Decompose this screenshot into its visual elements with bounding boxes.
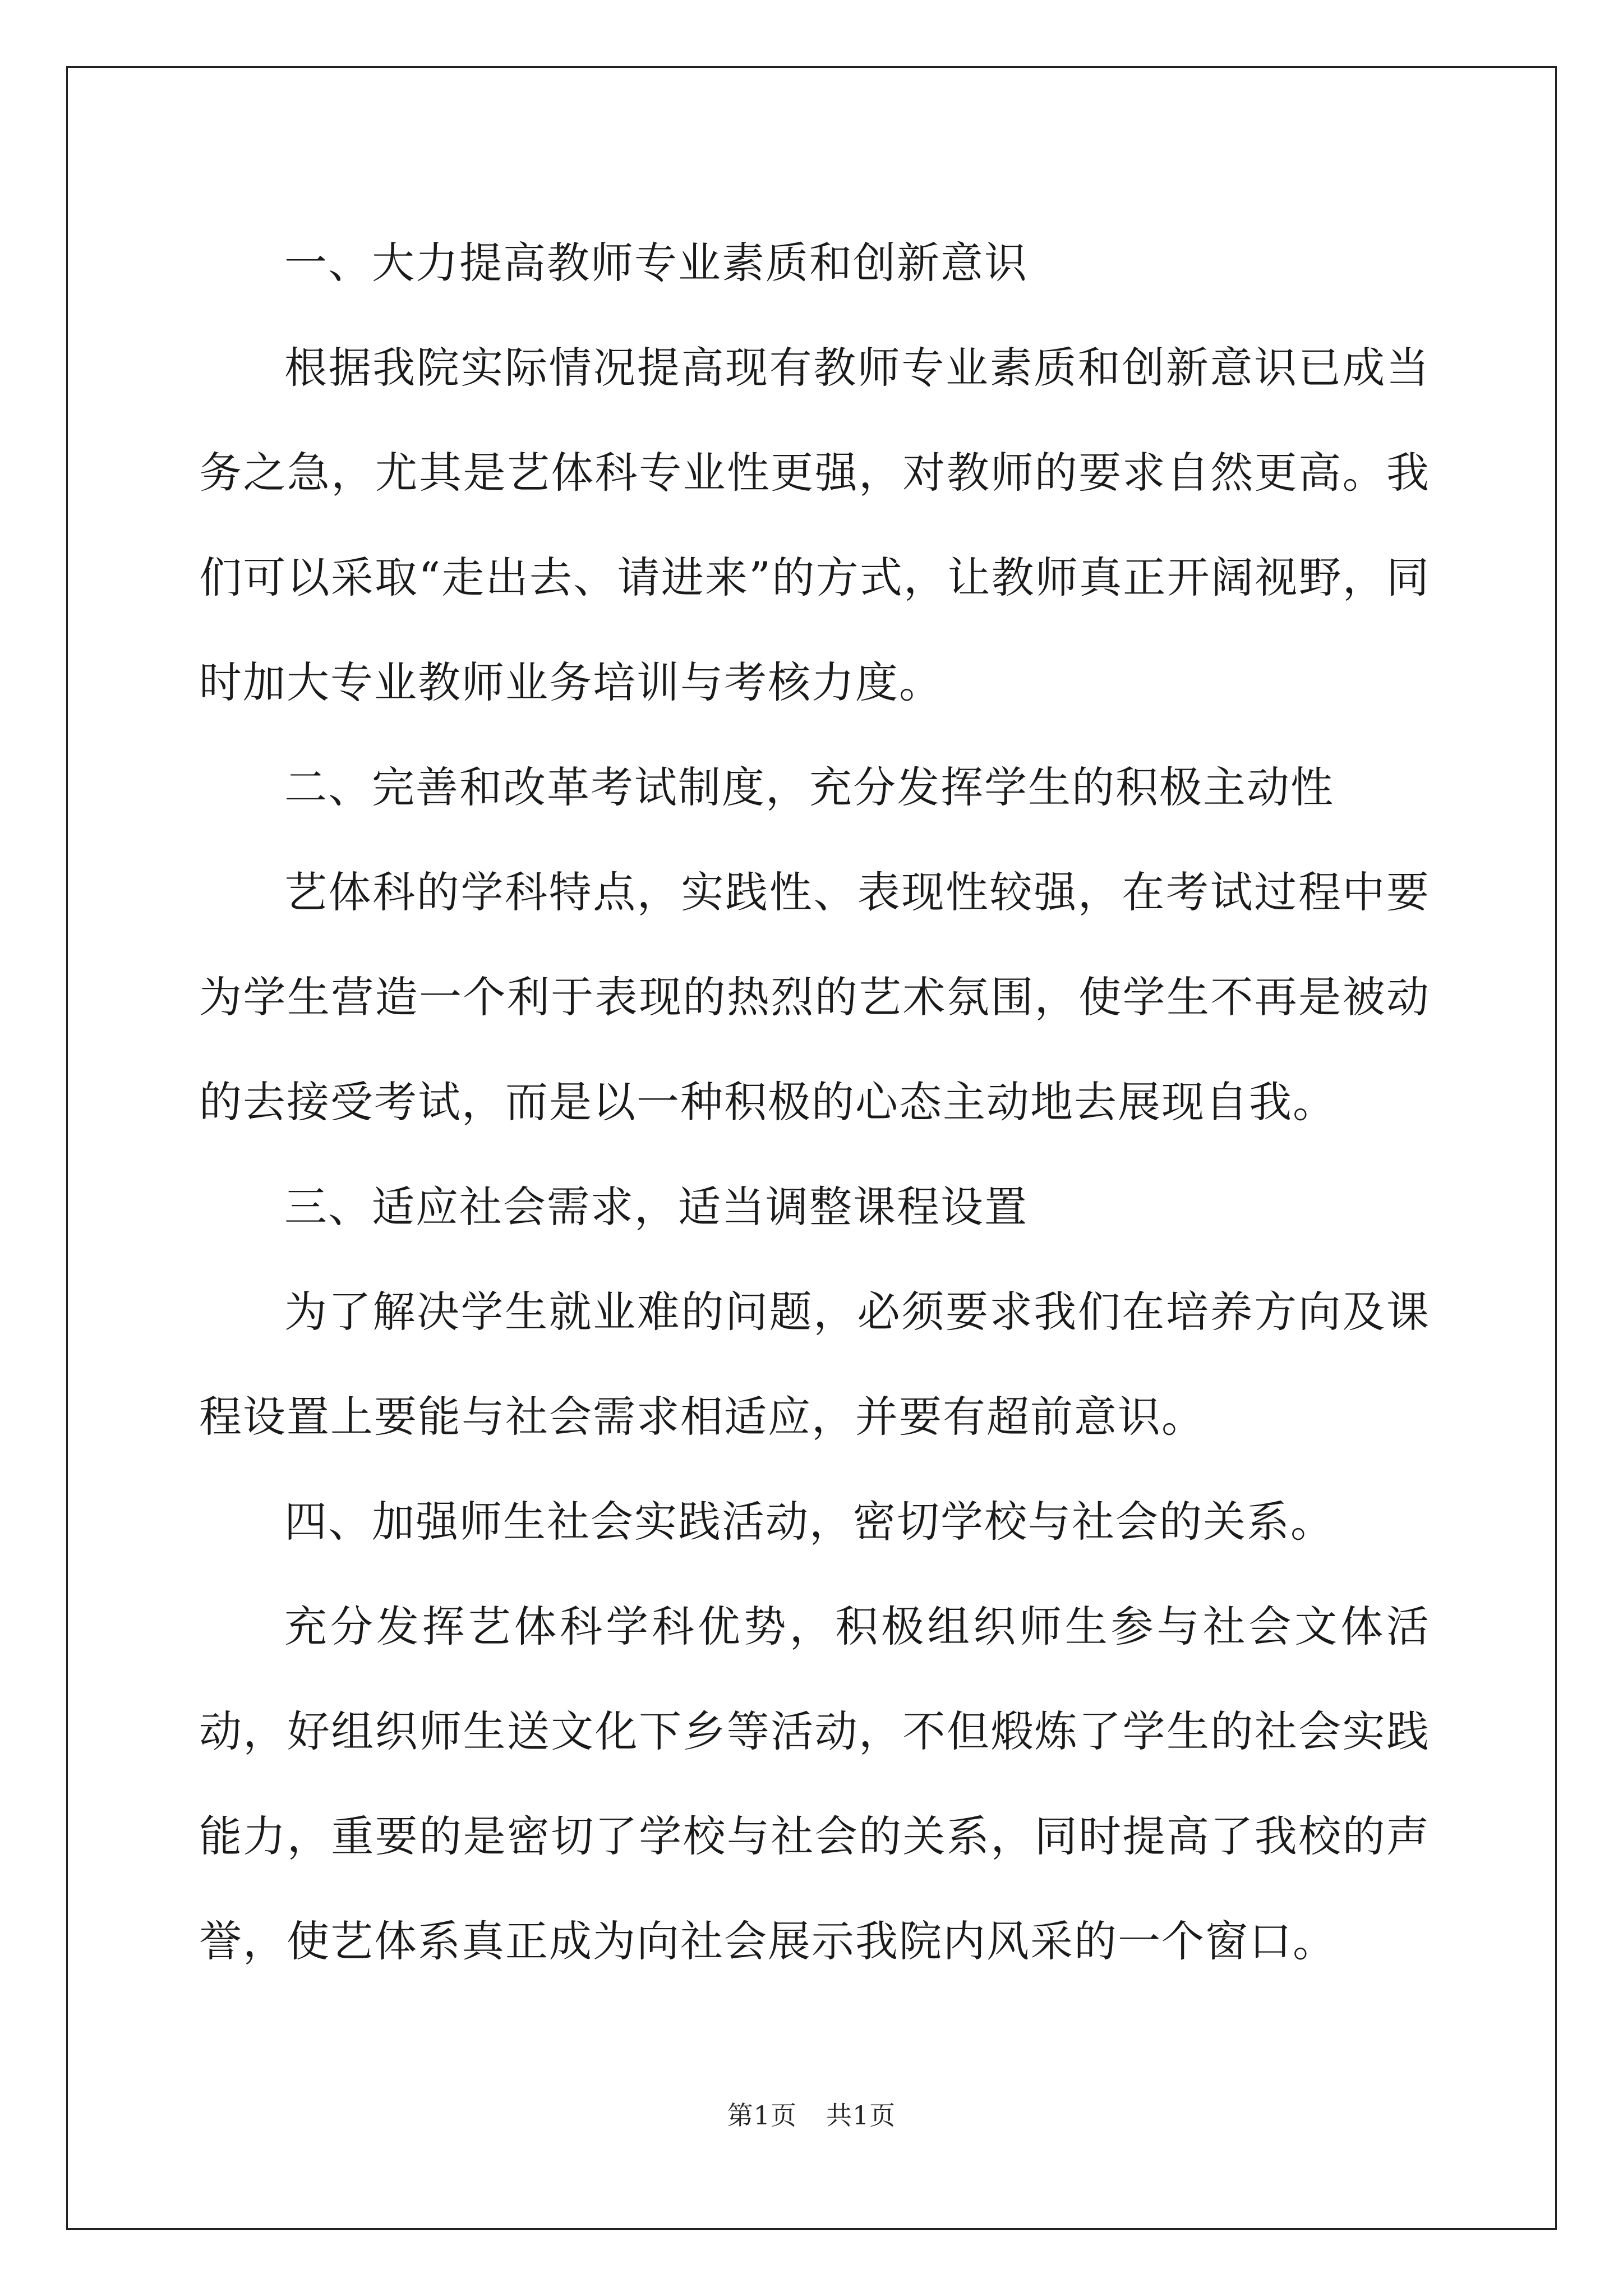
page-total: 共1页 — [826, 2100, 896, 2131]
section-heading-3: 三、适应社会需求，适当调整课程设置 — [284, 1182, 1028, 1232]
page-number: 第1页 — [727, 2100, 797, 2131]
document-body — [199, 210, 1430, 1994]
body-paragraph-3: 为了解决学生就业难的问题，必须要求我们在培养方向及课程设置上要能与社会需求相适应，并要有超前意识。 — [199, 1287, 1430, 1442]
section-heading-2: 二、完善和改革考试制度，充分发挥学生的积极主动性 — [284, 762, 1334, 812]
body-paragraph-2: 艺体科的学科特点，实践性、表现性较强，在考试过程中要为学生营造一个利于表现的热烈的艺术氛围，使学生不再是被动的去接受考试，而是以一种积极的心态主动地去展现自我。 — [199, 867, 1430, 1127]
body-paragraph-4: 充分发挥艺体科学科优势，积极组织师生参与社会文体活动，好组织师生送文化下乡等活动，不但煅炼了学生的社会实践能力，重要的是密切了学校与社会的关系，同时提高了我校的声誉，使艺体系真正成为向社会展示我院内风采的一个窗口。 — [199, 1602, 1430, 1966]
section-heading-1: 一、大力提高教师专业素质和创新意识 — [284, 238, 1028, 288]
body-paragraph-1: 根据我院实际情况提高现有教师专业素质和创新意识已成当务之急，尤其是艺体科专业性更强，对教师的要求自然更高。我们可以采取“走出去、请进来”的方式，让教师真正开阔视野，同时加大专业教师业务培训与考核力度。 — [199, 343, 1430, 707]
section-heading-4: 四、加强师生社会实践活动，密切学校与社会的关系。 — [284, 1497, 1334, 1547]
page-footer — [0, 2095, 1623, 2132]
